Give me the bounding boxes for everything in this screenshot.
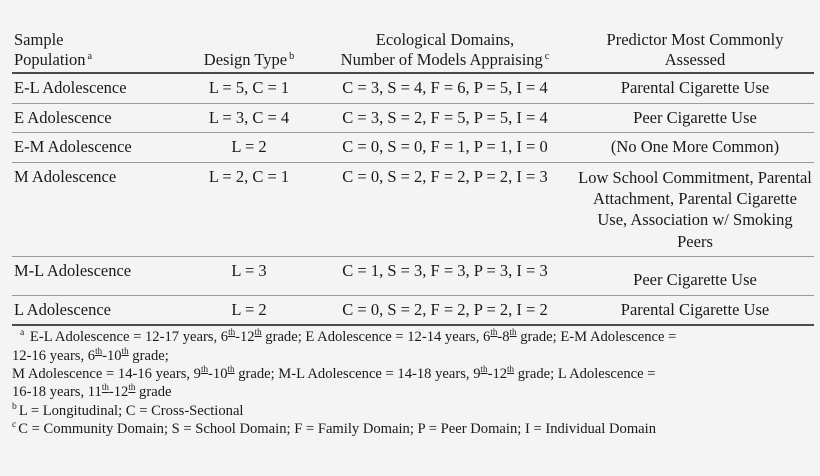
footnote-a-line-3 bbox=[12, 365, 814, 383]
footnote-text: -10 bbox=[102, 347, 122, 364]
cell-design-type: L = 2 bbox=[184, 133, 314, 162]
footnote-text: 12-16 years, 6 bbox=[12, 347, 96, 364]
cell-design-type: L = 2 bbox=[184, 295, 314, 325]
cell-predictor: Parental Cigarette Use bbox=[576, 295, 814, 325]
header-line-1: Sample bbox=[14, 30, 64, 49]
table-row bbox=[12, 133, 814, 162]
footnote-text: -10 bbox=[208, 366, 228, 383]
ordinal-suffix: th bbox=[228, 327, 236, 338]
cell-design-type: L = 3, C = 4 bbox=[184, 103, 314, 132]
footnote-a-line-4 bbox=[12, 383, 814, 401]
footnote-text: E-L Adolescence = 12-17 years, 6 bbox=[26, 329, 229, 346]
cell-predictor: Parental Cigarette Use bbox=[576, 73, 814, 103]
footnote-marker-a: a bbox=[87, 50, 93, 62]
footnote-marker-c: c bbox=[12, 419, 17, 431]
footnote-text: grade; E-M Adolescence = bbox=[516, 329, 677, 346]
footnote-text: -8 bbox=[497, 329, 510, 346]
header-line-2: Design Type bbox=[203, 50, 288, 70]
cell-ecological-domains: C = 0, S = 0, F = 1, P = 1, I = 0 bbox=[314, 133, 576, 162]
table-figure bbox=[0, 30, 820, 476]
table-footnotes bbox=[12, 328, 814, 438]
footnote-b bbox=[12, 402, 814, 420]
footnote-text: grade bbox=[135, 384, 172, 401]
cell-predictor: Low School Commitment, Parental Attachment, Parental Cigarette Use, Association w/ Smoking Peers bbox=[576, 162, 814, 257]
footnote-c bbox=[12, 420, 814, 438]
footnote-a-line-1 bbox=[12, 328, 814, 346]
ordinal-suffix: th bbox=[128, 382, 136, 393]
ordinal-suffix: th bbox=[121, 345, 129, 356]
cell-ecological-domains: C = 1, S = 3, F = 3, P = 3, I = 3 bbox=[314, 257, 576, 295]
footnote-text: -12 bbox=[108, 384, 129, 401]
table-row bbox=[12, 257, 814, 295]
column-header-predictor-most-commonly-assessed bbox=[576, 30, 814, 73]
ordinal-suffix: th bbox=[509, 327, 517, 338]
header-line-2: Population bbox=[14, 50, 86, 70]
footnote-text: grade; M-L Adolescence = 14-18 years, 9 bbox=[234, 366, 481, 383]
footnote-text: C = Community Domain; S = School Domain; F = Family Domain; P = Peer Domain; I = Individual Domain bbox=[18, 421, 656, 438]
table-body bbox=[12, 73, 814, 325]
column-header-ecological-domains bbox=[314, 30, 576, 73]
cell-predictor: Peer Cigarette Use bbox=[576, 103, 814, 132]
header-line-2: Assessed bbox=[664, 50, 726, 70]
footnote-text: grade; E Adolescence = 12-14 years, 6 bbox=[261, 329, 491, 346]
footnote-text: M Adolescence = 14-16 years, 9 bbox=[12, 366, 201, 383]
sample-population-table bbox=[12, 30, 814, 326]
ordinal-suffix: th bbox=[101, 382, 109, 393]
cell-predictor: (No One More Common) bbox=[576, 133, 814, 162]
footnote-marker-a: a bbox=[20, 327, 25, 339]
cell-population: E-M Adolescence bbox=[12, 133, 184, 162]
table-row bbox=[12, 103, 814, 132]
ordinal-suffix: th bbox=[490, 327, 498, 338]
footnote-text: -12 bbox=[235, 329, 255, 346]
cell-ecological-domains: C = 3, S = 2, F = 5, P = 5, I = 4 bbox=[314, 103, 576, 132]
cell-population: M-L Adolescence bbox=[12, 257, 184, 295]
cell-design-type: L = 2, C = 1 bbox=[184, 162, 314, 257]
ordinal-suffix: th bbox=[200, 364, 209, 375]
column-header-design-type bbox=[184, 30, 314, 73]
cell-ecological-domains: C = 3, S = 4, F = 6, P = 5, I = 4 bbox=[314, 73, 576, 103]
cell-predictor: Peer Cigarette Use bbox=[576, 257, 814, 295]
ordinal-suffix: th bbox=[507, 364, 515, 375]
cell-ecological-domains: C = 0, S = 2, F = 2, P = 2, I = 2 bbox=[314, 295, 576, 325]
cell-design-type: L = 5, C = 1 bbox=[184, 73, 314, 103]
cell-population: M Adolescence bbox=[12, 162, 184, 257]
footnote-marker-b: b bbox=[12, 400, 17, 412]
footnote-marker-c: c bbox=[544, 50, 550, 62]
header-line-1: Predictor Most Commonly bbox=[606, 30, 784, 49]
cell-ecological-domains: C = 0, S = 2, F = 2, P = 2, I = 3 bbox=[314, 162, 576, 257]
table-row bbox=[12, 295, 814, 325]
cell-population: L Adolescence bbox=[12, 295, 184, 325]
footnote-marker-b: b bbox=[289, 50, 295, 62]
header-line-1: Ecological Domains, bbox=[375, 30, 515, 49]
ordinal-suffix: th bbox=[480, 364, 488, 375]
table-row bbox=[12, 73, 814, 103]
table-header bbox=[12, 30, 814, 73]
footnote-text: 16-18 years, 11 bbox=[12, 384, 102, 401]
header-line-2: Number of Models Appraising bbox=[340, 50, 543, 70]
footnote-text: grade; L Adolescence = bbox=[514, 366, 656, 383]
header-row bbox=[12, 30, 814, 73]
ordinal-suffix: th bbox=[227, 364, 235, 375]
cell-population: E-L Adolescence bbox=[12, 73, 184, 103]
footnote-text: grade; bbox=[128, 347, 169, 364]
footnote-text: -12 bbox=[487, 366, 508, 383]
cell-population: E Adolescence bbox=[12, 103, 184, 132]
footnote-a-line-2 bbox=[12, 347, 814, 365]
cell-design-type: L = 3 bbox=[184, 257, 314, 295]
table-row bbox=[12, 162, 814, 257]
footnote-text: L = Longitudinal; C = Cross-Sectional bbox=[18, 402, 244, 419]
ordinal-suffix: th bbox=[95, 345, 103, 356]
column-header-sample-population bbox=[12, 30, 184, 73]
ordinal-suffix: th bbox=[254, 327, 262, 338]
